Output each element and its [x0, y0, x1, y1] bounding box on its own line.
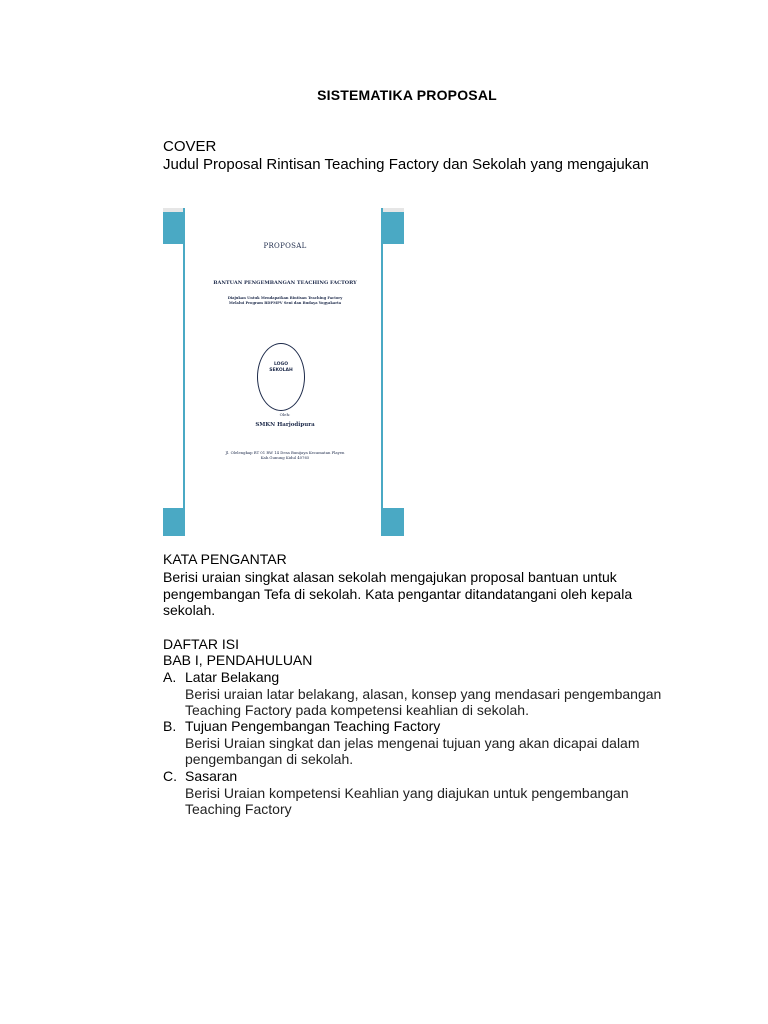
list-item-desc-line2: Teaching Factory: [185, 801, 292, 818]
list-item: [163, 718, 683, 768]
cover-sub-line1: Diajukan Untuk Mendapatkan Rintisan Teaching Factory: [227, 296, 343, 300]
list-item-letter: A.: [163, 669, 177, 685]
list-item-title: Tujuan Pengembangan Teaching Factory: [185, 718, 441, 734]
logo-label-line1: LOGO: [273, 362, 289, 367]
kata-pengantar-description: [163, 569, 723, 619]
list-item-desc-line1: Berisi uraian latar belakang, alasan, konsep yang mendasari pengembangan: [185, 685, 662, 702]
logo-label: [257, 362, 305, 374]
cover-inner-page: [183, 208, 383, 536]
list-item-letter: C.: [163, 768, 177, 784]
cover-proposal-heading: BANTUAN PENGEMBANGAN TEACHING FACTORY: [213, 280, 357, 286]
cover-oleh: Oleh:: [279, 412, 291, 417]
document-title: SISTEMATIKA PROPOSAL: [317, 87, 497, 103]
kata-pengantar-line1: Berisi uraian singkat alasan sekolah mengajukan proposal bantuan untuk: [163, 569, 617, 585]
kata-pengantar-line3: sekolah.: [163, 602, 216, 619]
cover-example-image: [163, 208, 404, 536]
logo-label-line2: SEKOLAH: [269, 368, 293, 373]
kata-pengantar-line2: pengembangan Tefa di sekolah. Kata pengantar ditandatangani oleh kepala: [163, 585, 633, 602]
school-logo-placeholder: [257, 343, 305, 411]
cover-address-line2: Kab.Gunung Kidul 40765: [260, 455, 310, 461]
cover-heading: COVER: [163, 138, 217, 155]
list-item-desc-line2: pengembangan di sekolah.: [185, 751, 354, 768]
cover-proposal-label: PROPOSAL: [263, 242, 307, 250]
cover-address-line1: Jl. Olelengkap RT 01 RW 14 Desa Bunijaya Kecamatan Playen: [225, 450, 345, 455]
list-item-title: Sasaran: [185, 768, 238, 784]
list-item-desc-line1: Berisi Uraian singkat dan jelas mengenai tujuan yang akan dicapai dalam: [185, 734, 640, 751]
daftar-isi-heading: DAFTAR ISI: [163, 636, 239, 652]
bab1-heading: BAB I, PENDAHULUAN: [163, 652, 313, 668]
list-item-desc-line1: Berisi Uraian kompetensi Keahlian yang diajukan untuk pengembangan: [185, 784, 629, 801]
list-item: [163, 669, 683, 719]
list-item: [163, 768, 683, 818]
list-item-letter: B.: [163, 718, 177, 734]
list-item-desc-line2: Teaching Factory pada kompetensi keahlian di sekolah.: [185, 702, 529, 719]
kata-pengantar-heading: KATA PENGANTAR: [163, 551, 287, 567]
cover-school-address: [185, 450, 385, 460]
list-item-title: Latar Belakang: [185, 669, 280, 685]
cover-description: Judul Proposal Rintisan Teaching Factory dan Sekolah yang mengajukan: [163, 156, 649, 173]
cover-school-name: SMKN Harjodipura: [255, 422, 315, 428]
cover-proposal-subtitle: [185, 296, 385, 306]
cover-sub-line2: Melalui Program BDPMPV Seni dan Budaya Yogyakarta: [228, 301, 342, 305]
